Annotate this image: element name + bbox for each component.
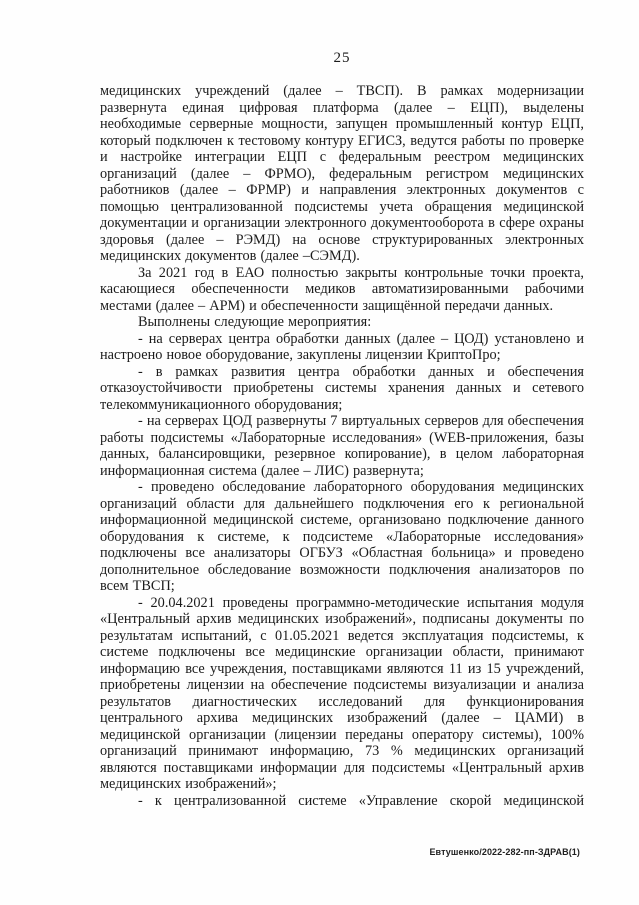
paragraph-continuation: медицинских учреждений (далее – ТВСП). В рамках модернизации развернута единая цифровая платформа (далее – ЕЦП), выделены необходимые серверные мощности, запущен промышленный контур ЕЦП, который подключен к тестовому контуру ЕГИСЗ, ведутся работы по проверке и настройке интеграции ЕЦП с федеральным реестром медицинских организаций (далее – ФРМО), федеральным регистром медицинских работников (далее – ФРМР) и направления электронных документов с помощью централизованной подсистемы учета обращения медицинской документации и организации электронного документооборота в сфере охраны здоровья (далее – РЭМД) на основе структурированных электронных медицинских документов (далее –СЭМД).	[100, 83, 584, 264]
paragraph-list-item: - в рамках развития центра обработки данных и обеспечения отказоустойчивости приобретены системы хранения данных и сетевого телекоммуникационного оборудования;	[100, 363, 584, 413]
footer-reference: Евтушенко/2022-282-пп-ЗДРАВ(1)	[429, 847, 580, 857]
paragraph-list-item: - на серверах ЦОД развернуты 7 виртуальных серверов для обеспечения работы подсистемы «Лабораторные исследования» (WEB-приложения, базы данных, балансировщики, резервное копирование), в целом лабораторная информационная система (далее – ЛИС) развернута;	[100, 413, 585, 479]
paragraph-list-item: - на серверах центра обработки данных (далее – ЦОД) установлено и настроено новое оборудование, закуплены лицензии КриптоПро;	[100, 330, 584, 363]
paragraph-list-item-unfinished: - к централизованной системе «Управление скорой медицинской	[138, 792, 584, 809]
paragraph-list-item: - проведено обследование лабораторного оборудования медицинских организаций области для дальнейшего подключения его к региональной информационной медицинской системе, организовано подключение данного оборудования к системе, к подсистеме «Лабораторные исследования» подключены все анализаторы ОГБУЗ «Областная больница» и проведено дополнительное обследование возможности подключения анализаторов по всем ТВСП;	[100, 479, 584, 594]
paragraph: За 2021 год в ЕАО полностью закрыты контрольные точки проекта, касающиеся обеспеченности медиков автоматизированными рабочими местами (далее – АРМ) и обеспеченности защищённой передачи данных.	[100, 264, 584, 314]
document-body	[100, 83, 584, 809]
paragraph-list-item: - 20.04.2021 проведены программно-методические испытания модуля «Центральный архив медицинских изображений», подписаны документы по результатам испытаний, с 01.05.2021 ведется эксплуатация подсистемы, к системе подключены все медицинские организации области, принимают информацию все учреждения, поставщиками являются 11 из 15 учреждений, приобретены лицензии на обеспечение подсистемы визуализации и анализа результатов диагностических исследований для функционирования центрального архива медицинских изображений (далее – ЦАМИ) в медицинской организации (лицензии переданы оператору системы), 100% организаций принимают информацию, 73 % медицинских организаций являются поставщиками информации для подсистемы «Центральный архив медицинских изображений»;	[100, 594, 584, 792]
page-number: 25	[333, 50, 351, 66]
paragraph: Выполнены следующие мероприятия:	[138, 314, 372, 330]
